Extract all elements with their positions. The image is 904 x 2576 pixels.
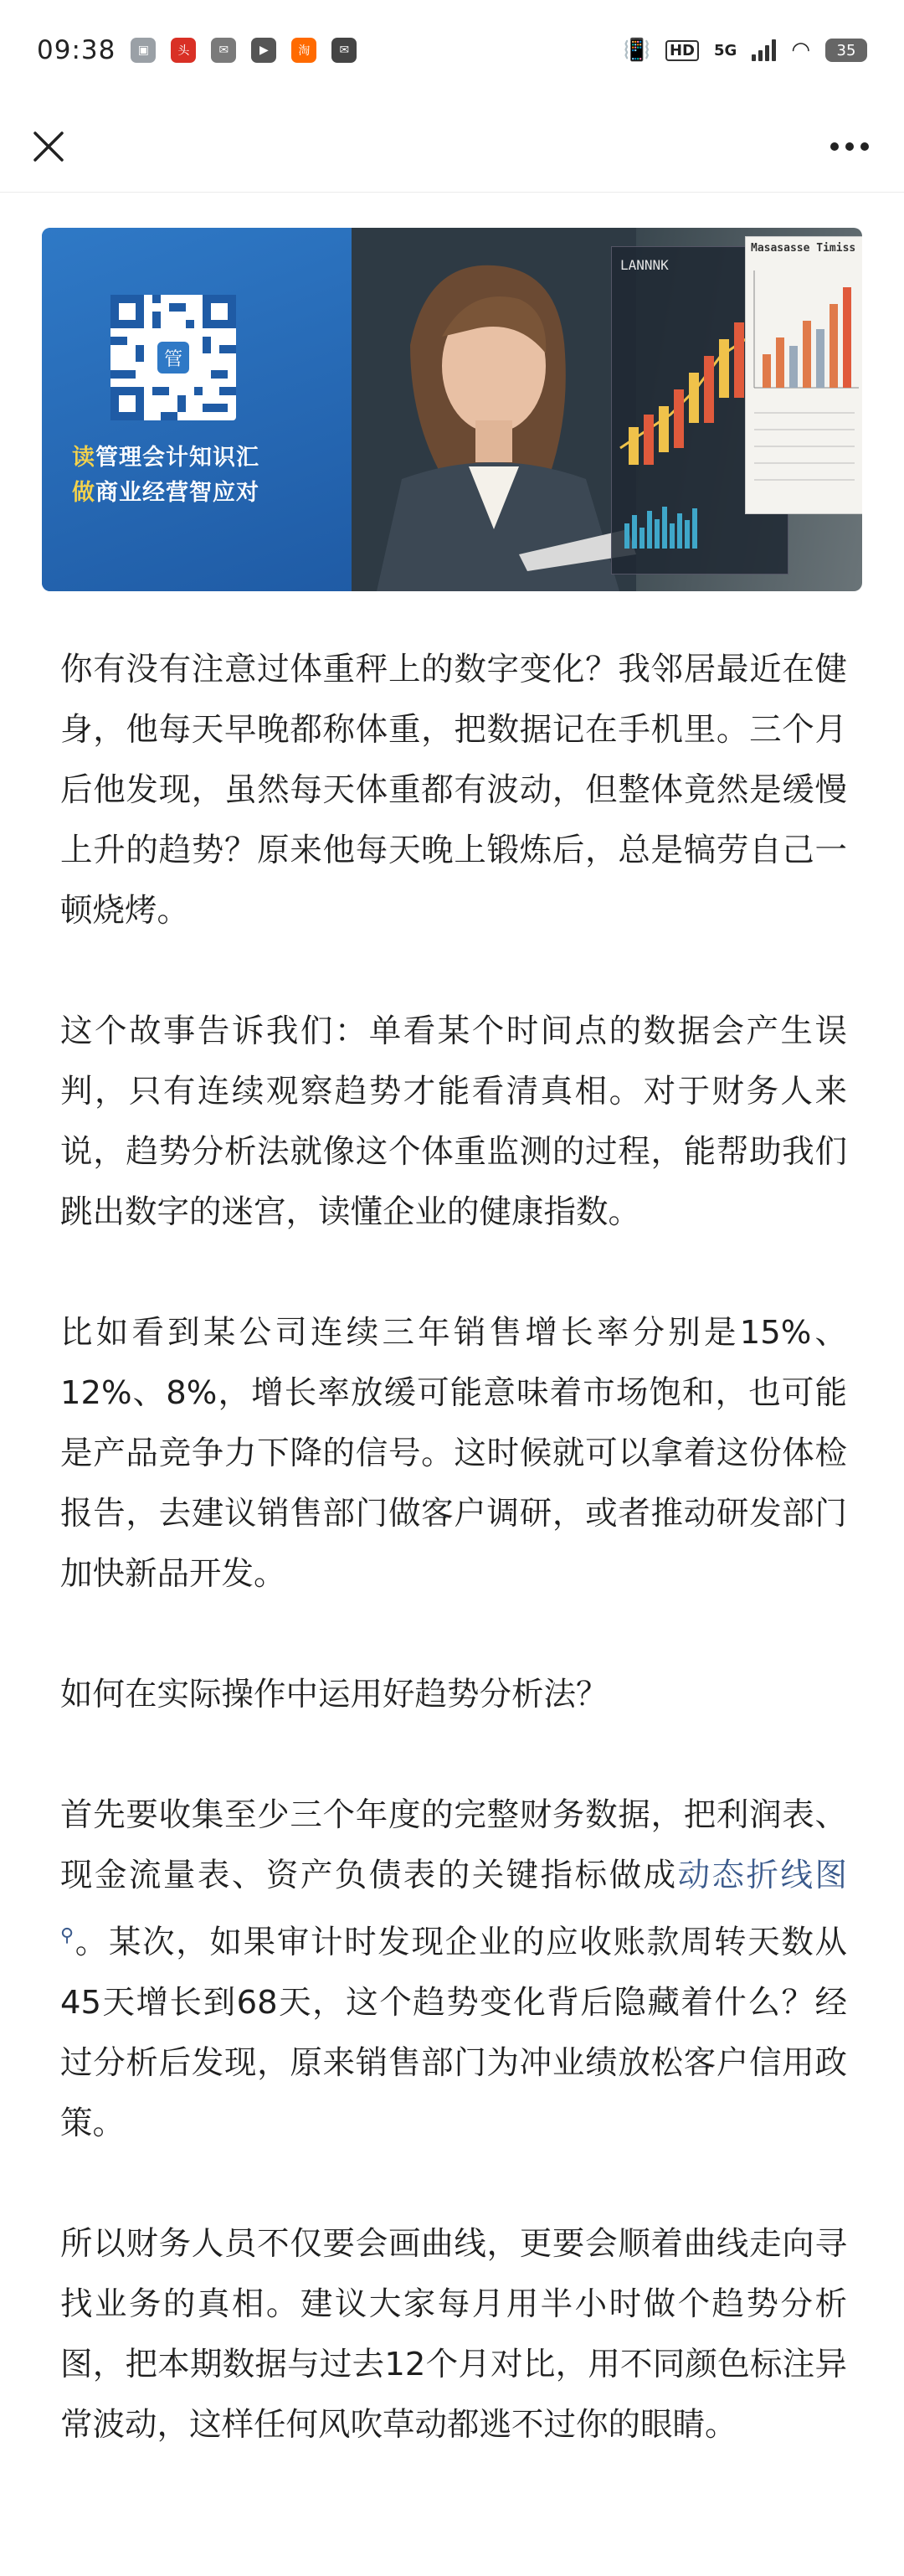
status-bar bbox=[0, 0, 904, 100]
mail-icon: ✉ bbox=[331, 38, 357, 63]
more-dot bbox=[860, 142, 869, 151]
status-time: 09:38 bbox=[37, 35, 116, 65]
banner-text-2: 商业经营智应对 bbox=[95, 480, 259, 506]
more-dot bbox=[830, 142, 839, 151]
video-app-icon: ▶ bbox=[251, 38, 276, 63]
close-button[interactable] bbox=[23, 121, 74, 172]
banner-accent-1: 读 bbox=[72, 445, 95, 471]
banner-accent-2: 做 bbox=[72, 480, 95, 506]
wechat-icon: ✉ bbox=[211, 38, 236, 63]
banner-slogan-2 bbox=[72, 474, 259, 507]
search-link-text: 动态折线图 bbox=[677, 1857, 847, 1894]
nav-bar bbox=[0, 100, 904, 193]
qr-center-logo: 管 bbox=[157, 342, 189, 374]
paragraph-5-before: 首先要收集至少三个年度的完整财务数据，把利润表、现金流量表、资产负债表的关键指标做成 bbox=[60, 1796, 847, 1894]
paragraph-6: 所以财务人员不仅要会画曲线，更要会顺着曲线走向寻找业务的真相。建议大家每月用半小时做个趋势分析图，把本期数据与过去12个月对比，用不同颜色标注异常波动，这样任何风吹草动都逃不过你的眼睛。 bbox=[60, 2224, 847, 2444]
status-right bbox=[624, 38, 867, 63]
news-app-icon: 头 bbox=[171, 38, 196, 63]
paragraph-4: 如何在实际操作中运用好趋势分析法？ bbox=[60, 1676, 609, 1713]
chart-board-title: LANNNK bbox=[620, 257, 669, 273]
banner-slogan-1 bbox=[72, 439, 259, 471]
signal-icon bbox=[752, 39, 776, 61]
paragraph-5-after: 。某次，如果审计时发现企业的应收账款周转天数从45天增长到68天，这个趋势变化背后隐藏着什么？经过分析后发现，原来销售部门为冲业绩放松客户信用政策。 bbox=[60, 1923, 847, 2142]
wifi-icon: ◠ bbox=[791, 38, 810, 63]
banner-text-1: 管理会计知识汇 bbox=[95, 445, 259, 471]
businesswoman-illustration bbox=[352, 228, 636, 591]
vibrate-icon: 📳 bbox=[623, 38, 650, 63]
report-paper-title: Masasasse Timiss bbox=[751, 242, 856, 255]
gallery-app-icon: ▣ bbox=[131, 38, 156, 63]
banner-image[interactable] bbox=[42, 228, 862, 591]
hd-badge: HD bbox=[665, 40, 699, 61]
close-icon bbox=[32, 130, 65, 163]
search-icon: ⚲ bbox=[60, 1925, 74, 1946]
battery-icon: 35 bbox=[825, 39, 867, 62]
status-left bbox=[37, 35, 357, 65]
qr-code bbox=[110, 295, 236, 420]
more-dot bbox=[845, 142, 854, 151]
paragraph-1: 你有没有注意过体重秤上的数字变化？我邻居最近在健身，他每天早晚都称体重，把数据记在手机里。三个月后他发现，虽然每天体重都有波动，但整体竟然是缓慢上升的趋势？原来他每天晚上锻炼后，总是犒劳自己一顿烧烤。 bbox=[60, 651, 847, 930]
article-body bbox=[60, 640, 847, 2516]
network-label: 5G bbox=[714, 41, 737, 59]
report-paper bbox=[745, 236, 862, 514]
paragraph-3: 比如看到某公司连续三年销售增长率分别是15%、12%、8%，增长率放缓可能意味着市场饱和，也可能是产品竞争力下降的信号。这时候就可以拿着这份体检报告，去建议销售部门做客户调研，或者推动研发部门加快新品开发。 bbox=[60, 1314, 847, 1593]
taobao-icon: 淘 bbox=[291, 38, 316, 63]
report-chart-graphic bbox=[746, 237, 862, 513]
more-button[interactable] bbox=[820, 121, 879, 172]
paragraph-5 bbox=[60, 1785, 847, 2154]
paragraph-2: 这个故事告诉我们：单看某个时间点的数据会产生误判，只有连续观察趋势才能看清真相。对于财务人来说，趋势分析法就像这个体重监测的过程，能帮助我们跳出数字的迷宫，读懂企业的健康指数。 bbox=[60, 1012, 847, 1231]
